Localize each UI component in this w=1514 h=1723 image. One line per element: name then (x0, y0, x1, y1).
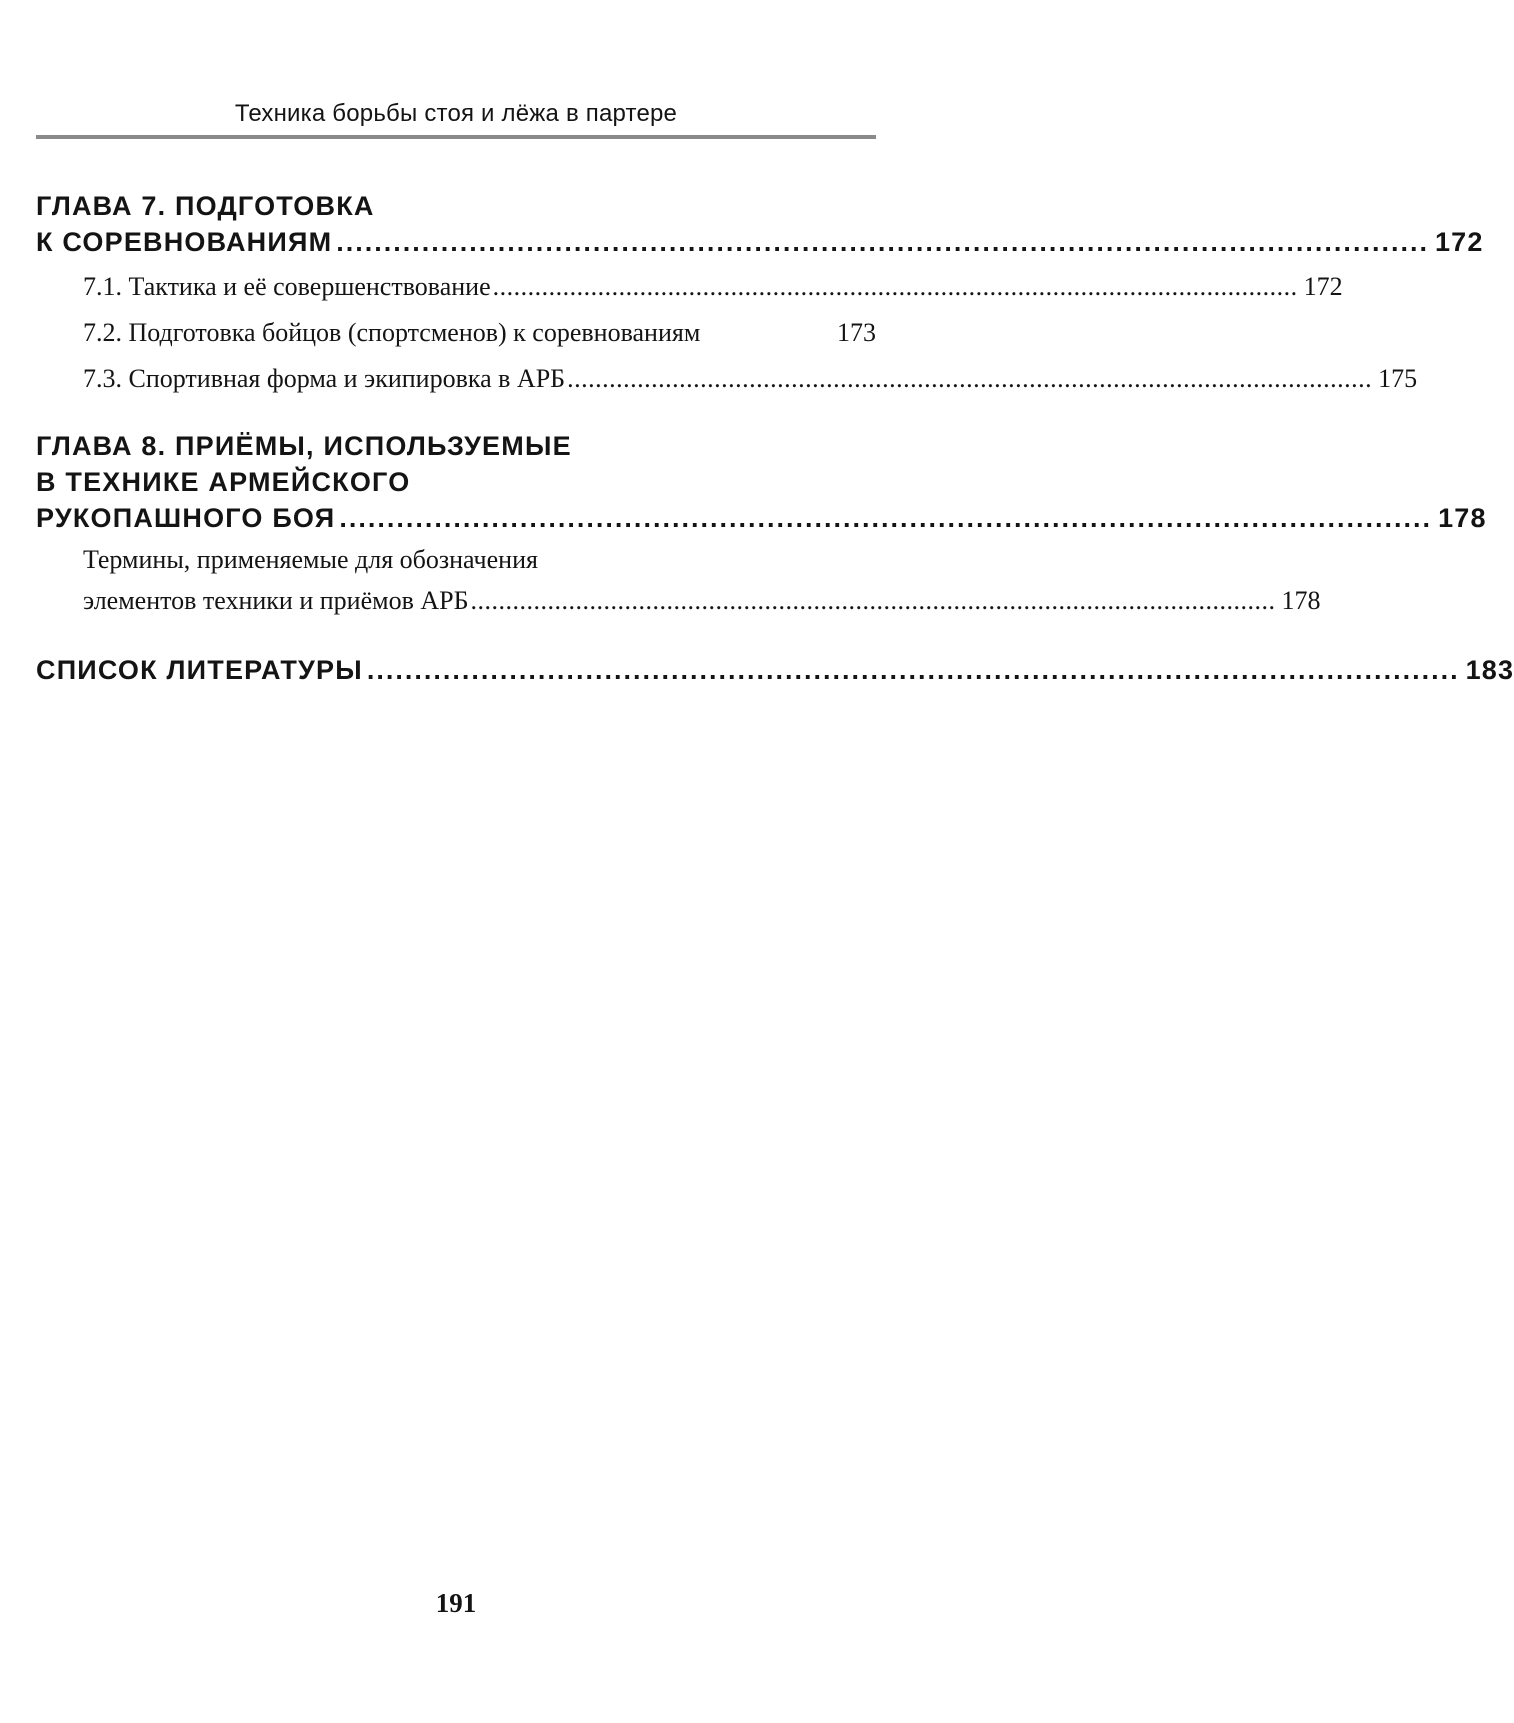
dot-leader: ................................................................................................................... (339, 503, 1433, 533)
chapter-8-page-number: 178 (1438, 503, 1487, 533)
chapter-8-title-line-3: РУКОПАШНОГО БОЯ (36, 503, 336, 533)
section-label-line-1: Термины, применяемые для обозначения (83, 545, 538, 574)
chapter-7-title-row (36, 224, 1484, 260)
toc-bibliography[interactable] (36, 652, 1514, 688)
toc-section-7-1[interactable] (36, 264, 1343, 310)
toc-section-7-2[interactable] (36, 310, 876, 356)
bibliography-row (36, 652, 1514, 688)
toc-chapter-8[interactable] (36, 428, 1487, 536)
toc-chapter-7[interactable] (36, 188, 1484, 260)
chapter-7-page-number: 172 (1434, 227, 1484, 257)
toc-section-terms[interactable] (36, 542, 1321, 624)
section-label-line-2: элементов техники и приёмов АРБ (83, 586, 469, 615)
section-label: 7.1. Тактика и её совершенствование (83, 272, 491, 301)
chapter-8-title-line-1: ГЛАВА 8. ПРИЁМЫ, ИСПОЛЬЗУЕМЫЕ (36, 431, 572, 461)
page-number: 191 (435, 1588, 477, 1618)
dot-leader: ................................................................................................................... (336, 227, 1429, 257)
section-page-number: 175 (1378, 364, 1418, 393)
dot-leader: ................................................................................................................... (567, 364, 1373, 393)
chapter-8-sections (36, 542, 1321, 624)
bibliography-title: СПИСОК ЛИТЕРАТУРЫ (36, 655, 363, 685)
chapter-8-title-line-2: В ТЕХНИКЕ АРМЕЙСКОГО (36, 467, 411, 497)
header-rule (36, 135, 876, 139)
chapter-7-sections (36, 264, 1418, 402)
chapter-7-title-line-2: К СОРЕВНОВАНИЯМ (36, 227, 333, 257)
dot-leader: ................................................................................................................... (470, 586, 1276, 615)
section-label: 7.3. Спортивная форма и экипировка в АРБ (83, 364, 566, 393)
dot-leader: ................................................................................................................... (492, 272, 1298, 301)
chapter-8-title-row (36, 500, 1487, 536)
dot-leader: ................................................................................................................... (366, 655, 1460, 685)
section-terms-row (83, 578, 1321, 624)
section-page-number: 178 (1281, 586, 1321, 615)
section-label: 7.2. Подготовка бойцов (спортсменов) к соревнованиям (83, 318, 701, 347)
chapter-7-title-line-1: ГЛАВА 7. ПОДГОТОВКА (36, 191, 375, 221)
bibliography-page-number: 183 (1465, 655, 1514, 685)
section-page-number: 172 (1303, 272, 1343, 301)
table-of-contents (36, 188, 1514, 688)
section-page-number: 173 (837, 318, 876, 347)
running-head: Техника борьбы стоя и лёжа в партере (234, 100, 678, 127)
toc-section-7-3[interactable] (36, 356, 1418, 402)
